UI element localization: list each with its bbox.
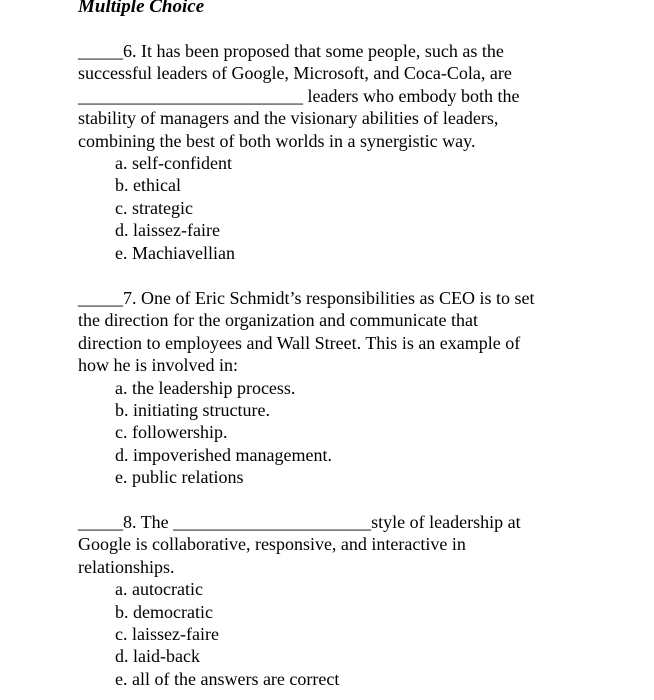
question-6-stem-line-5: combining the best of both worlds in a synergistic way. [78, 130, 476, 151]
question-8-option-c: c. laissez-faire [115, 624, 219, 645]
question-8-option-d: d. laid-back [115, 646, 200, 667]
question-7-stem-line-2: the direction for the organization and communicate that [78, 310, 479, 331]
question-8-stem-line-3: relationships. [78, 556, 175, 577]
question-6-stem-line-4: stability of managers and the visionary abilities of leaders, [78, 108, 499, 129]
question-6-options [78, 152, 578, 264]
question-8 [78, 511, 578, 690]
question-7-option-c: c. followership. [115, 422, 228, 443]
question-7-stem-line-4: how he is involved in: [78, 355, 238, 376]
question-8-stem-line-1: _____8. The ______________________style of leadership at [78, 512, 521, 532]
question-6-stem-line-3: _________________________ leaders who embody both the [78, 85, 520, 106]
question-8-stem-line-2: Google is collaborative, responsive, and interactive in [78, 534, 466, 555]
question-6-stem-line-1: _____6. It has been proposed that some people, such as the [78, 41, 504, 61]
question-8-option-a: a. autocratic [115, 579, 203, 600]
question-6-option-a: a. self-confident [115, 153, 232, 174]
question-6-option-b: b. ethical [115, 175, 181, 196]
question-7-option-e: e. public relations [115, 467, 244, 488]
question-7-stem-line-1: _____7. One of Eric Schmidt’s responsibilities as CEO is to set [78, 288, 535, 308]
question-7-option-b: b. initiating structure. [115, 400, 270, 421]
question-8-stem [78, 511, 578, 578]
question-8-options [78, 578, 578, 690]
question-6-option-c: c. strategic [115, 197, 193, 218]
question-7-option-a: a. the leadership process. [115, 377, 296, 398]
question-7-stem-line-3: direction to employees and Wall Street. This is an example of [78, 332, 521, 353]
question-6-option-e: e. Machiavellian [115, 242, 235, 263]
question-7 [78, 287, 578, 489]
question-7-options [78, 377, 578, 489]
question-6-stem-line-2: successful leaders of Google, Microsoft, and Coca-Cola, are [78, 63, 512, 84]
question-7-option-d: d. impoverished management. [115, 444, 332, 465]
question-8-option-b: b. democratic [115, 601, 213, 622]
question-6-stem [78, 40, 578, 152]
question-8-option-e: e. all of the answers are correct [115, 668, 340, 689]
question-6 [78, 40, 578, 264]
section-title: Multiple Choice [78, 0, 205, 17]
question-7-stem [78, 287, 578, 377]
question-6-option-d: d. laissez-faire [115, 220, 220, 241]
